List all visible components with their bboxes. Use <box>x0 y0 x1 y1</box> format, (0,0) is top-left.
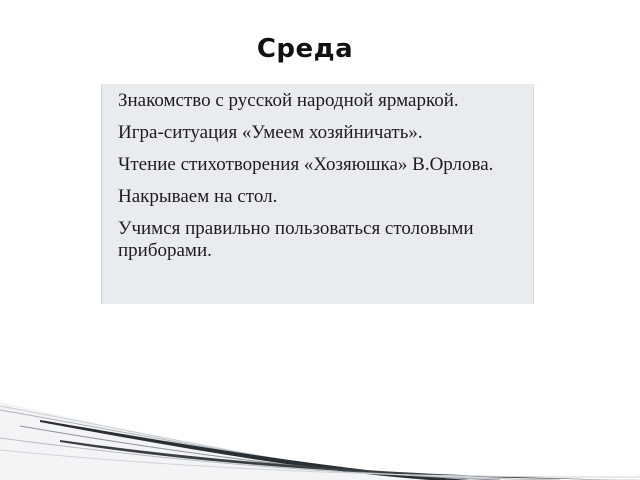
list-item: Чтение стихотворения «Хозяюшка» В.Орлова. <box>118 154 494 175</box>
list-item: Накрываем на стол. <box>118 186 278 207</box>
list-item: Знакомство с русской народной ярмаркой. <box>118 90 459 111</box>
content-panel <box>101 84 534 304</box>
decorative-swoosh <box>0 380 640 480</box>
activity-list <box>102 84 533 262</box>
list-item: Учимся правильно пользоваться столовыми приборами. <box>118 218 474 261</box>
list-item: Игра-ситуация «Умеем хозяйничать». <box>118 122 423 143</box>
slide-title: Среда <box>256 34 354 64</box>
